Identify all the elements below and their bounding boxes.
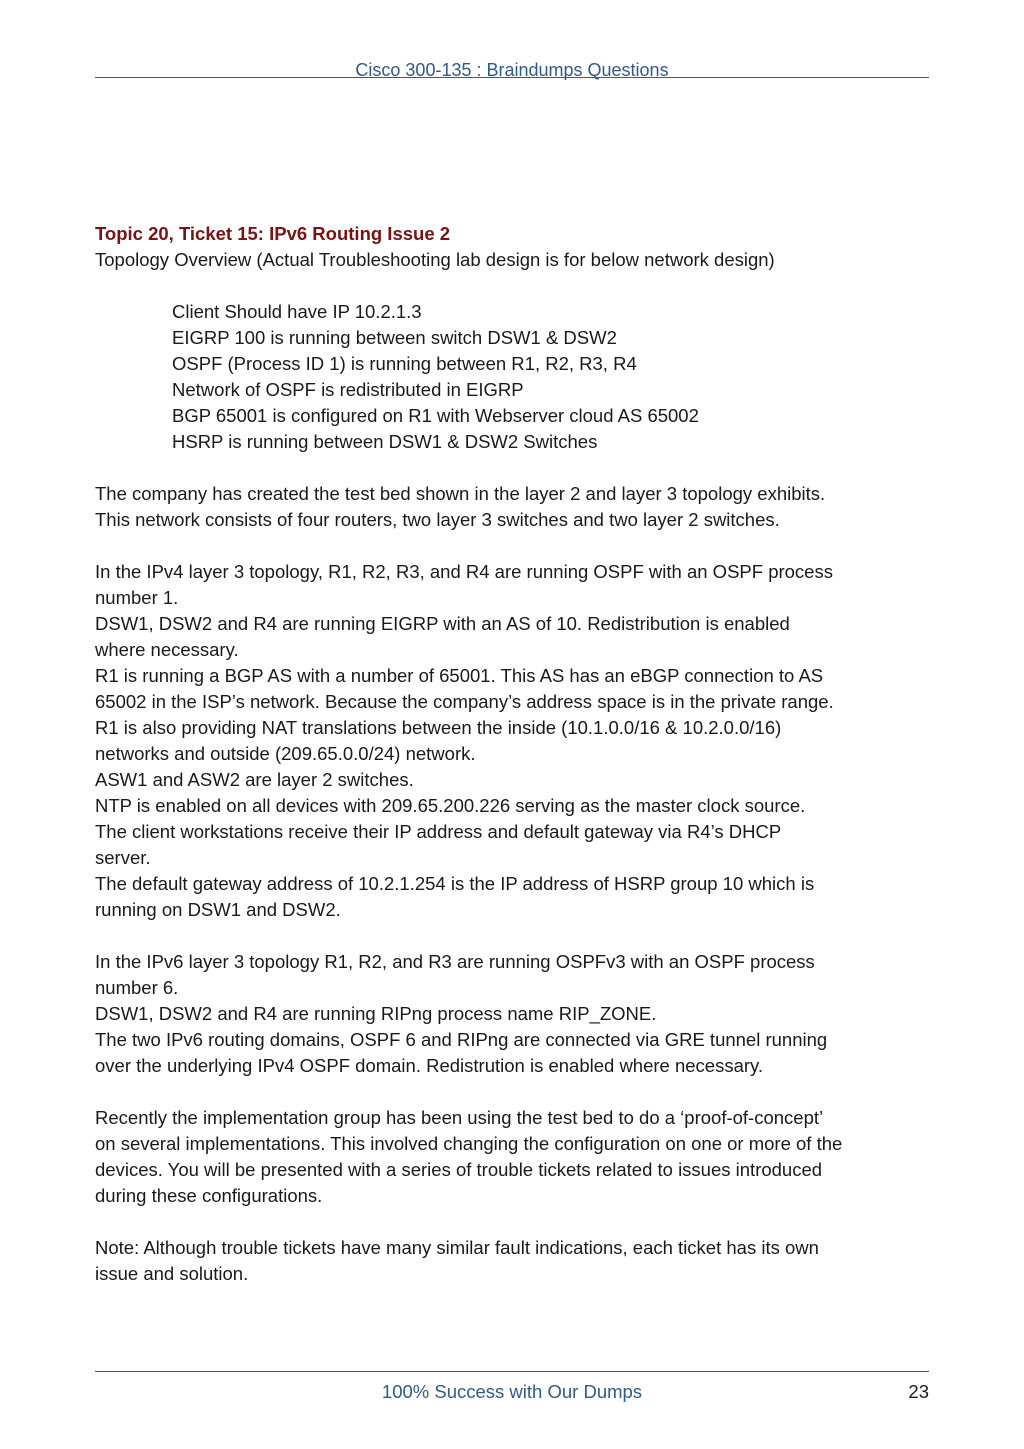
bullet-line: OSPF (Process ID 1) is running between R1, R2, R3, R4 xyxy=(172,353,637,374)
topology-bullets xyxy=(95,299,945,455)
bullet-line: Network of OSPF is redistributed in EIGRP xyxy=(172,379,524,400)
text-line: where necessary. xyxy=(95,639,239,660)
text-line: In the IPv4 layer 3 topology, R1, R2, R3, and R4 are running OSPF with an OSPF process xyxy=(95,561,833,582)
text-line: In the IPv6 layer 3 topology R1, R2, and R3 are running OSPFv3 with an OSPF process xyxy=(95,951,815,972)
text-line: number 1. xyxy=(95,587,179,608)
bullet-line: HSRP is running between DSW1 & DSW2 Switches xyxy=(172,431,598,452)
text-line: ASW1 and ASW2 are layer 2 switches. xyxy=(95,769,414,790)
topology-overview: Topology Overview (Actual Troubleshooting lab design is for below network design) xyxy=(95,249,775,270)
text-line: Recently the implementation group has been using the test bed to do a ‘proof-of-concept’ xyxy=(95,1107,824,1128)
bullet-line: EIGRP 100 is running between switch DSW1 & DSW2 xyxy=(172,327,617,348)
paragraph-ipv6 xyxy=(95,949,945,1079)
footer-divider xyxy=(95,1371,929,1372)
text-line: The default gateway address of 10.2.1.254 is the IP address of HSRP group 10 which is xyxy=(95,873,815,894)
text-line: NTP is enabled on all devices with 209.65.200.226 serving as the master clock source. xyxy=(95,795,806,816)
bullet-line: Client Should have IP 10.2.1.3 xyxy=(172,301,422,322)
text-line: Note: Although trouble tickets have many similar fault indications, each ticket has its own xyxy=(95,1237,819,1258)
text-line: 65002 in the ISP’s network. Because the company’s address space is in the private range. xyxy=(95,691,834,712)
paragraph-ipv4 xyxy=(95,559,945,923)
paragraph-testbed xyxy=(95,481,945,533)
text-line: This network consists of four routers, two layer 3 switches and two layer 2 switches. xyxy=(95,509,780,530)
text-line: devices. You will be presented with a series of trouble tickets related to issues introduced xyxy=(95,1159,823,1180)
text-line: running on DSW1 and DSW2. xyxy=(95,899,341,920)
text-line: The company has created the test bed shown in the layer 2 and layer 3 topology exhibits. xyxy=(95,483,826,504)
header-divider xyxy=(95,77,929,78)
text-line: R1 is also providing NAT translations between the inside (10.1.0.0/16 & 10.2.0.0/16) xyxy=(95,717,782,738)
footer-text: 100% Success with Our Dumps xyxy=(381,1381,643,1402)
page-number: 23 xyxy=(908,1381,929,1402)
text-line: over the underlying IPv4 OSPF domain. Redistrution is enabled where necessary. xyxy=(95,1055,764,1076)
text-line: number 6. xyxy=(95,977,179,998)
paragraph-note xyxy=(95,1235,945,1287)
text-line: DSW1, DSW2 and R4 are running RIPng process name RIP_ZONE. xyxy=(95,1003,657,1024)
text-line: networks and outside (209.65.0.0/24) network. xyxy=(95,743,476,764)
text-line: DSW1, DSW2 and R4 are running EIGRP with an AS of 10. Redistribution is enabled xyxy=(95,613,790,634)
text-line: during these configurations. xyxy=(95,1185,323,1206)
text-line: server. xyxy=(95,847,151,868)
bullet-line: BGP 65001 is configured on R1 with Webserver cloud AS 65002 xyxy=(172,405,699,426)
document-body xyxy=(95,221,945,1287)
text-line: The client workstations receive their IP address and default gateway via R4’s DHCP xyxy=(95,821,782,842)
topic-title: Topic 20, Ticket 15: IPv6 Routing Issue 2 xyxy=(95,223,451,244)
text-line: on several implementations. This involved changing the configuration on one or more of the xyxy=(95,1133,843,1154)
text-line: The two IPv6 routing domains, OSPF 6 and RIPng are connected via GRE tunnel running xyxy=(95,1029,828,1050)
page-header-title: Cisco 300-135 : Braindumps Questions xyxy=(355,60,669,80)
text-line: issue and solution. xyxy=(95,1263,249,1284)
paragraph-recent xyxy=(95,1105,945,1209)
text-line: R1 is running a BGP AS with a number of 65001. This AS has an eBGP connection to AS xyxy=(95,665,824,686)
